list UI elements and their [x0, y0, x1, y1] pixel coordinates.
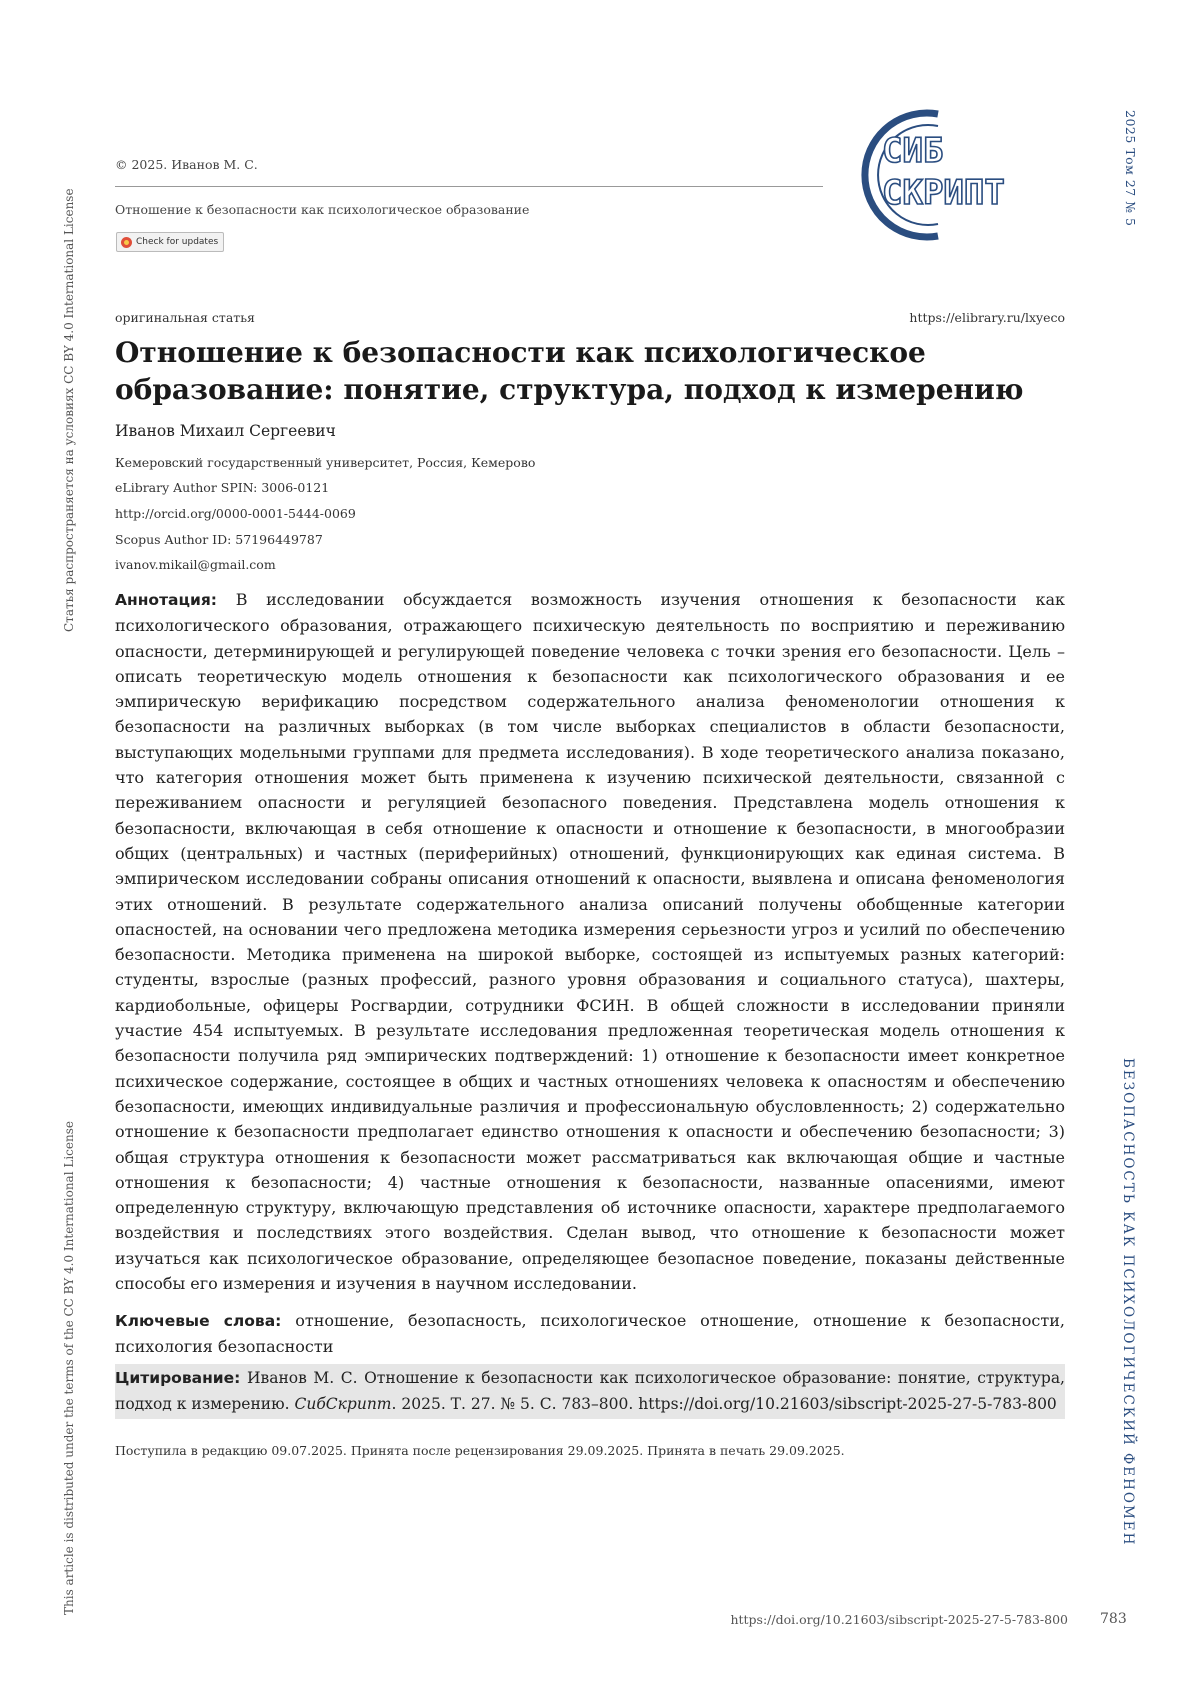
abstract	[115, 587, 1065, 1296]
author-email[interactable]: ivanov.mikail@gmail.com	[115, 557, 276, 572]
issue-label: 2025 Том 27 № 5	[1123, 110, 1138, 226]
author-affiliation: Кемеровский государственный университет, Россия, Кемерово	[115, 455, 535, 470]
citation-details[interactable]: . 2025. Т. 27. № 5. С. 783–800. https://doi.org/10.21603/sibscript-2025-27-5-783-800	[392, 1395, 1057, 1413]
citation-box	[115, 1364, 1065, 1419]
license-note-ru: Статья распространяется на условиях CC BY 4.0 International License	[62, 188, 76, 632]
author-orcid[interactable]: http://orcid.org/0000-0001-5444-0069	[115, 506, 356, 521]
author-scopus: Scopus Author ID: 57196449787	[115, 532, 323, 547]
journal-logo	[838, 108, 1068, 242]
abstract-label: Аннотация:	[115, 591, 217, 609]
copyright: © 2025. Иванов М. С.	[115, 157, 258, 172]
running-title: Отношение к безопасности как психологическое образование	[115, 202, 529, 217]
license-note-en: This article is distributed under the terms of the CC BY 4.0 International License	[62, 1121, 76, 1615]
page-number: 783	[1100, 1611, 1127, 1627]
crossmark-icon	[121, 237, 132, 248]
header-divider	[115, 186, 823, 187]
author-name: Иванов Михаил Сергеевич	[115, 422, 336, 440]
article-title: Отношение к безопасности как психологическое образование: понятие, структура, подход к измерению	[115, 334, 1075, 408]
submission-dates: Поступила в редакцию 09.07.2025. Принята после рецензирования 29.09.2025. Принята в печать 29.09.2025.	[115, 1443, 845, 1458]
check-for-updates-button[interactable]	[116, 232, 224, 252]
footer-doi[interactable]: https://doi.org/10.21603/sibscript-2025-27-5-783-800	[730, 1612, 1068, 1627]
author-spin: eLibrary Author SPIN: 3006-0121	[115, 480, 329, 495]
citation-text: Иванов М. С. Отношение к безопасности как психологическое образование: понятие, структура, подход к измерению.	[115, 1369, 1065, 1413]
article-type: оригинальная статья	[115, 310, 255, 325]
keywords-label: Ключевые слова:	[115, 1312, 281, 1330]
citation-label: Цитирование:	[115, 1369, 240, 1387]
keywords	[115, 1308, 1065, 1360]
section-label: БЕЗОПАСНОСТЬ КАК ПСИХОЛОГИЧЕСКИЙ ФЕНОМЕН	[1120, 1058, 1136, 1546]
check-for-updates-label: Check for updates	[136, 237, 218, 247]
abstract-text: В исследовании обсуждается возможность изучения отношения к безопасности как психологического образования, отражающего психическую деятельность по восприятию и переживанию опасности, детерминирующей и регулирующей поведение человека с точки зрения его безопасности. Цель – описать теоретическую модель отношения к безопасности как психологического образования и ее эмпирическую верификацию посредством содержательного анализа феноменологии отношения к безопасности на различных выборках (в том числе выборках специалистов в области безопасности, выступающих модельными группами для предмета исследования). В ходе теоретического анализа показано, что категория отношения может быть применена к изучению психической деятельности, связанной с переживанием опасности и регуляцией безопасного поведения. Представлена модель отношения к безопасности, включающая в себя отношение к опасности и отношение к безопасности, в многообразии общих (центральных) и частных (периферийных) отношений, функционирующих как единая система. В эмпирическом исследовании собраны описания отношений к опасности, выявлена и описана феноменология этих отношений. В результате содержательного анализа описаний получены обобщенные категории опасностей, на основании чего предложена методика измерения серьезности угроз и усилий по обеспечению безопасности. Методика применена на широкой выборке, состоящей из испытуемых разных категорий: студенты, взрослые (разных профессий, разного уровня образования и социального статуса), шахтеры, кардиобольные, офицеры Росгвардии, сотрудники ФСИН. В общей сложности в исследовании приняли участие 454 испытуемых. В результате исследования предложенная теоретическая модель отношения к безопасности получила ряд эмпирических подтверждений: 1) отношение к безопасности имеет конкретное психическое содержание, состоящее в общих и частных отношениях человека к опасностям и обеспечению безопасности, имеющих индивидуальные различия и профессиональную обусловленность; 2) содержательно отношение к безопасности предполагает единство отношения к опасности и обеспечению безопасности; 3) общая структура отношения к безопасности может рассматриваться как включающая общие и частные отношения к безопасности; 4) частные отношения к безопасности, названные опасениями, имеют определенную структуру, включающую представления об источнике опасности, характере предполагаемого воздействия и последствиях этого воздействия. Сделан вывод, что отношение к безопасности может изучаться как психологическое образование, определяющее безопасное поведение, показаны действенные способы его измерения и изучения в научном исследовании.	[115, 590, 1065, 1293]
logo-line1: СИБ	[882, 131, 943, 171]
logo-line2: СКРИПТ	[882, 173, 1005, 213]
elibrary-link[interactable]: https://elibrary.ru/lxyeco	[909, 310, 1065, 325]
keywords-text: отношение, безопасность, психологическое отношение, отношение к безопасности, психология безопасности	[115, 1311, 1065, 1356]
citation-journal: СибСкрипт	[295, 1395, 392, 1413]
